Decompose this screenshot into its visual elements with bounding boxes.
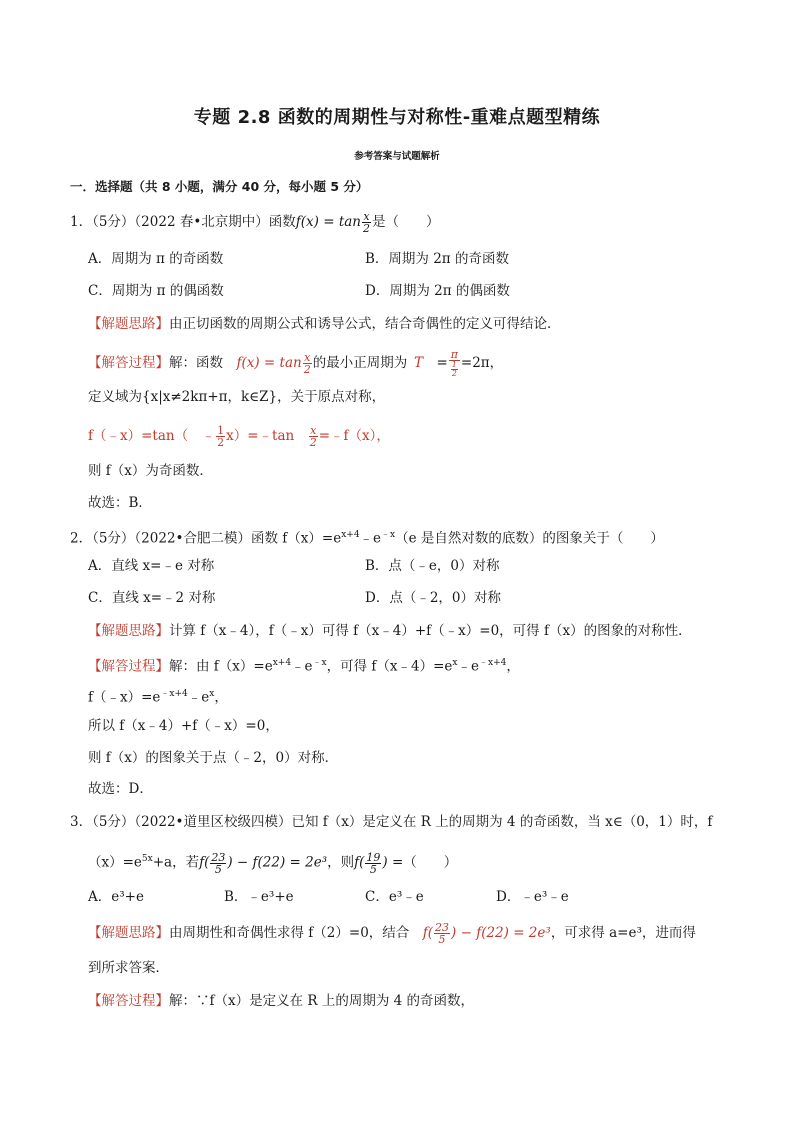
q1-solution-line-2: 定义域为{x|x≠2kπ+π，k∈Z}，关于原点对称， bbox=[88, 389, 386, 405]
section-heading: 一．选择题（共 8 小题，满分 40 分，每小题 5 分） bbox=[70, 179, 369, 194]
q2-stem: 2．（5分）（2022•合肥二模）函数 $f(x)=e^{x+4}﹣e^{﹣x}(e$ 是自然对数的底数）的图象关于（ ） bbox=[70, 530, 664, 547]
q1-option-c: C．周期为 π 的偶函数 bbox=[88, 283, 224, 299]
q1-stem: 1．（5分）（2022 春•北京期中）函数f(x) = tan $\frac{x}{2}$ 是（ ） bbox=[70, 210, 440, 235]
q3-hint-line-1: 【解题思路】由周期性和奇偶性求得 f（2）=0，结合 f( $\frac{23}{5}$ ) − f(22) = 2e³，可求得 a=e³，进而得 bbox=[88, 921, 696, 946]
q2-option-c: C．直线 x=﹣2 对称 bbox=[88, 590, 216, 606]
q2-solution-line-1: 【解答过程】解：由 $f(x)=e^{x+4}﹣e^{﹣x}$，可得 $f(x﹣4)=e^x﹣e^{﹣x+4}$， bbox=[88, 658, 520, 675]
q2-option-a: A．直线 x=﹣e 对称 bbox=[88, 558, 215, 574]
q3-hint-line-2: 到所求答案． bbox=[88, 960, 169, 976]
q3-stem-line-1: 3．（5分）（2022•道里区校级四模）已知 f（x）是定义在 R 上的周期为 4 的奇函数，当 x∈（0，1）时，f bbox=[70, 814, 713, 830]
q3-solution-line-1: 【解答过程】解：∵f（x）是定义在 R 上的周期为 4 的奇函数， bbox=[88, 993, 475, 1009]
q3-option-a: A．e³+e bbox=[88, 889, 144, 905]
q3-stem-line-2: $(x)=e^{5x}+a$，若f( $\frac{23}{5}$ ) − f(22) = 2e³，则f( $\frac{19}{5}$ ) =（ ） bbox=[88, 850, 458, 876]
q2-hint: 【解题思路】计算 f（x﹣4），f（﹣x）可得 f（x﹣4）+f（﹣x）=0，可得 f（x）的图象的对称性． bbox=[88, 623, 692, 639]
q2-solution-line-2: $f(﹣x)=e^{﹣x+4}﹣e^x$， bbox=[88, 689, 228, 706]
q1-option-a: A．周期为 π 的奇函数 bbox=[88, 251, 224, 267]
q1-solution-line-1: 【解答过程】解：函数 f(x) = tan $\frac{x}{2}$ 的最小正周期为 T = $\frac{\pi}{\frac{1}{2}}$ =2π， bbox=[88, 348, 504, 378]
q3-option-d: D．﹣e³﹣e bbox=[496, 889, 569, 905]
q3-option-b: B．﹣e³+e bbox=[224, 889, 294, 905]
q1-solution-line-5: 故选：B． bbox=[88, 495, 152, 511]
q1-option-b: B．周期为 2π 的奇函数 bbox=[365, 251, 509, 267]
page-subtitle: 参考答案与试题解析 bbox=[354, 151, 440, 162]
page-title: 专题 2.8 函数的周期性与对称性-重难点题型精练 bbox=[193, 107, 601, 128]
q2-solution-line-3: 所以 f（x﹣4）+f（﹣x）=0， bbox=[88, 718, 279, 734]
q1-solution-line-4: 则 f（x）为奇函数． bbox=[88, 463, 213, 479]
q2-option-d: D．点（﹣2，0）对称 bbox=[365, 590, 502, 606]
q1-option-d: D．周期为 2π 的偶函数 bbox=[365, 283, 510, 299]
q1-solution-line-3: f（﹣x）=tan（ ﹣ $\frac{1}{2}$ x）=﹣tan $\frac{x}{2}$ =﹣f（x）， bbox=[88, 424, 390, 449]
q3-option-c: C．e³﹣e bbox=[365, 889, 424, 905]
q2-solution-line-4: 则 f（x）的图象关于点（﹣2，0）对称． bbox=[88, 750, 339, 766]
q2-option-b: B．点（﹣e，0）对称 bbox=[365, 558, 500, 574]
q1-hint: 【解题思路】由正切函数的周期公式和诱导公式，结合奇偶性的定义可得结论． bbox=[88, 316, 561, 332]
q2-solution-line-5: 故选：D． bbox=[88, 781, 153, 797]
